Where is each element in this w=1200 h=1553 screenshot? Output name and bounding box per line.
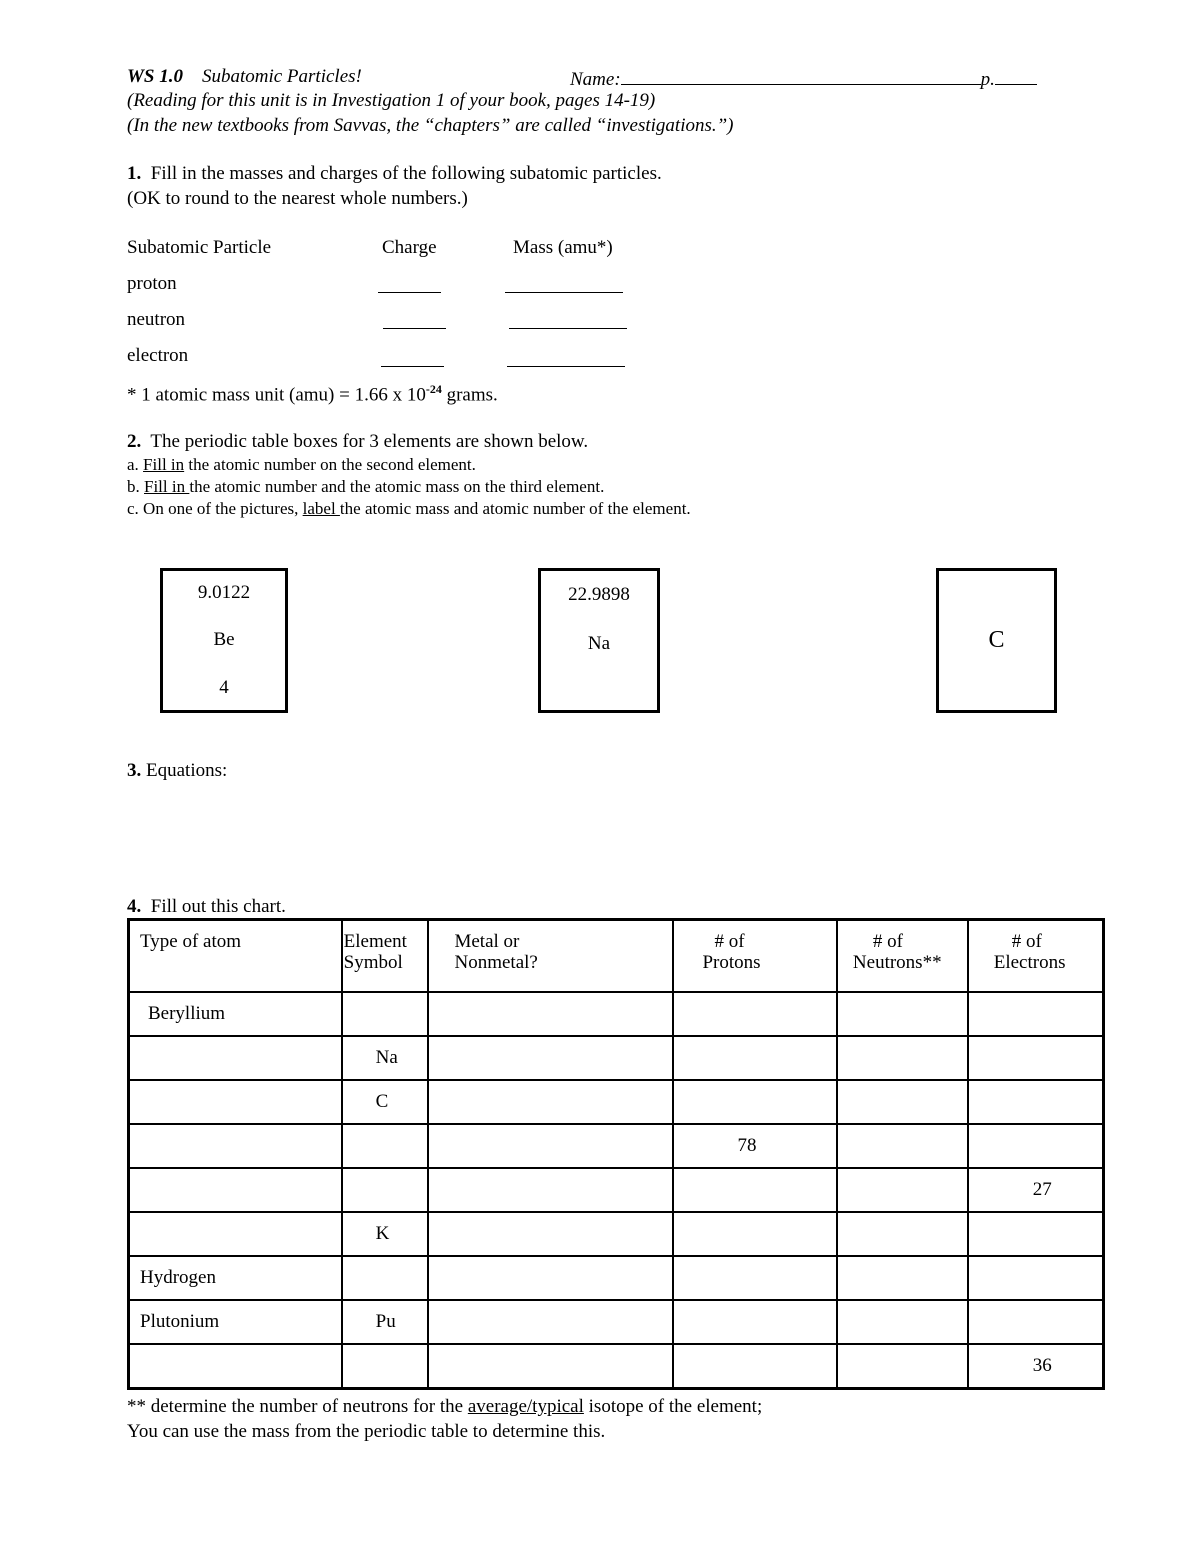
header-electrons [968,920,1104,993]
cell-neutrons[interactable] [837,1300,968,1344]
table-row [129,1256,1104,1300]
cell-electrons[interactable] [968,1124,1104,1168]
table-row [129,1036,1104,1080]
be-number: 4 [219,677,229,698]
cell-symbol [342,1212,429,1256]
q2-part-a [127,455,476,475]
period-label: p. [980,69,995,90]
cell-neutrons[interactable] [837,1168,968,1212]
cell-type[interactable] [129,1344,342,1389]
q4-number: 4. [127,896,142,917]
cell-neutrons[interactable] [837,1256,968,1300]
q2-a-underlined: Fill in [143,455,185,474]
amu-exponent: -24 [425,382,442,396]
cell-symbol[interactable] [342,1168,429,1212]
header-metal-line1: Metal or [454,931,520,952]
particle-proton: proton [127,273,177,294]
reading-note: (Reading for this unit is in Investigation 1 of your book, pages 14-19) [127,90,656,111]
cell-electrons-value: 27 [1032,1179,1052,1200]
cell-electrons[interactable] [968,1080,1104,1124]
cell-protons[interactable] [673,1256,836,1300]
cell-protons[interactable] [673,1300,836,1344]
cell-symbol-value: Na [375,1047,398,1068]
cell-type-value: Beryllium [148,1003,226,1024]
q2-number: 2. [127,431,142,452]
cell-type[interactable] [129,1080,342,1124]
name-field [570,66,1037,91]
textbook-note: (In the new textbooks from Savvas, the “chapters” are called “investigations.”) [127,115,734,136]
table-row [129,1300,1104,1344]
cell-symbol [342,1300,429,1344]
q2-a-prefix: a. [127,455,144,474]
table-row [129,1212,1104,1256]
period-blank[interactable] [995,66,1037,85]
neutron-footnote-2: You can use the mass from the periodic table to determine this. [127,1421,606,1442]
q2-text: The periodic table boxes for 3 elements are shown below. [150,431,589,452]
neutron-footnote-underlined: average/typical [467,1396,584,1417]
cell-electrons[interactable] [968,1036,1104,1080]
cell-electrons [968,1168,1104,1212]
col-header-mass: Mass (amu*) [513,237,613,258]
q4-prompt [127,896,286,918]
cell-neutrons[interactable] [837,1036,968,1080]
proton-mass-blank[interactable] [505,292,623,293]
cell-protons-value: 78 [737,1135,757,1156]
q2-prompt [127,431,588,453]
q4-text: Fill out this chart. [150,896,286,917]
cell-metal[interactable] [428,1168,673,1212]
cell-type[interactable] [129,1212,342,1256]
header-type [129,920,342,993]
cell-type-value: Plutonium [140,1311,220,1332]
cell-type[interactable] [129,1036,342,1080]
cell-neutrons[interactable] [837,1080,968,1124]
header-symbol-line2: Symbol [343,952,403,973]
cell-type[interactable] [129,1168,342,1212]
cell-metal[interactable] [428,1256,673,1300]
cell-electrons[interactable] [968,1256,1104,1300]
cell-protons[interactable] [673,1036,836,1080]
header-metal [428,920,673,993]
cell-symbol-value: C [375,1091,389,1112]
cell-metal[interactable] [428,1300,673,1344]
table-row [129,1080,1104,1124]
element-box-beryllium [160,568,288,713]
cell-metal[interactable] [428,1080,673,1124]
header-symbol [342,920,429,993]
cell-metal[interactable] [428,1344,673,1389]
q2-c-text: the atomic mass and atomic number of the element. [339,499,691,518]
cell-symbol[interactable] [342,1256,429,1300]
q2-c-underlined: label [302,499,340,518]
cell-type[interactable] [129,1124,342,1168]
be-symbol: Be [213,629,235,650]
q2-a-text: the atomic number on the second element. [184,455,476,474]
cell-type [129,1256,342,1300]
q1-number: 1. [127,163,142,184]
chart-header-row [129,920,1104,993]
cell-symbol-value: K [375,1223,390,1244]
na-mass: 22.9898 [568,584,630,605]
header-neutrons-line1: # of [872,931,903,952]
cell-electrons[interactable] [968,1300,1104,1344]
cell-symbol [342,1036,429,1080]
header-electrons-line1: # of [1011,931,1042,952]
neutron-footnote-text: ** determine the number of neutrons for the [127,1396,468,1417]
table-row [129,1344,1104,1389]
cell-type [129,1300,342,1344]
particle-electron: electron [127,345,189,366]
electron-mass-blank[interactable] [507,366,625,367]
q2-b-underlined: Fill in [144,477,190,496]
cell-electrons[interactable] [968,1212,1104,1256]
q3-text: Equations: [146,760,228,781]
cell-protons[interactable] [673,1212,836,1256]
cell-metal[interactable] [428,992,673,1036]
cell-symbol-value: Pu [375,1311,396,1332]
cell-symbol[interactable] [342,1124,429,1168]
particle-neutron: neutron [127,309,186,330]
name-blank[interactable] [621,66,981,85]
cell-protons[interactable] [673,992,836,1036]
q2-c-prefix: c. On one of the pictures, [127,499,303,518]
q1-text: Fill in the masses and charges of the following subatomic particles. [150,163,662,184]
cell-symbol [342,1080,429,1124]
q2-b-prefix: b. [127,477,144,496]
cell-neutrons[interactable] [837,1344,968,1389]
header-protons [673,920,836,993]
proton-charge-blank[interactable] [378,292,441,293]
cell-symbol[interactable] [342,992,429,1036]
cell-type [129,992,342,1036]
worksheet-title: Subatomic Particles! [201,66,362,87]
cell-neutrons[interactable] [837,1124,968,1168]
c-symbol: C [988,627,1005,653]
cell-protons[interactable] [673,1080,836,1124]
q3-prompt [127,760,227,782]
worksheet-header [127,66,362,88]
cell-metal[interactable] [428,1212,673,1256]
q3-number: 3. [127,760,142,781]
q2-b-text: the atomic number and the atomic mass on the third element. [189,477,605,496]
amu-footnote [127,382,498,406]
header-electrons-line2: Electrons [993,952,1066,973]
q1-prompt [127,163,662,185]
amu-footnote-unit: grams. [441,384,498,406]
neutron-mass-blank[interactable] [509,328,627,329]
element-box-carbon[interactable] [936,568,1057,713]
atom-chart [127,918,1105,1390]
header-symbol-line1: Element [343,931,407,952]
element-box-sodium[interactable] [538,568,660,713]
amu-footnote-text: * 1 atomic mass unit (amu) = 1.66 x 10 [127,384,426,406]
table-row [129,992,1104,1036]
header-metal-line2: Nonmetal? [454,952,538,973]
header-protons-line2: Protons [702,952,761,973]
neutron-charge-blank[interactable] [383,328,446,329]
cell-electrons[interactable] [968,992,1104,1036]
neutron-footnote [127,1396,762,1418]
header-neutrons [837,920,968,993]
q1-note: (OK to round to the nearest whole numbers.) [127,188,468,209]
neutron-footnote-end: isotope of the element; [583,1396,763,1417]
cell-protons[interactable] [673,1344,836,1389]
na-symbol: Na [587,633,611,654]
cell-type-value: Hydrogen [140,1267,216,1288]
cell-metal[interactable] [428,1124,673,1168]
q2-part-b [127,477,604,497]
cell-neutrons[interactable] [837,1212,968,1256]
col-header-particle: Subatomic Particle [127,237,272,258]
header-type-text: Type of atom [140,931,242,952]
cell-neutrons[interactable] [837,992,968,1036]
table-row [129,1124,1104,1168]
table-row [129,1168,1104,1212]
cell-symbol[interactable] [342,1344,429,1389]
q2-part-c [127,499,691,519]
col-header-charge: Charge [382,237,437,258]
cell-electrons-value: 36 [1032,1355,1052,1376]
header-protons-line1: # of [714,931,745,952]
cell-protons [673,1124,836,1168]
cell-protons[interactable] [673,1168,836,1212]
header-neutrons-line2: Neutrons** [852,952,942,973]
cell-metal[interactable] [428,1036,673,1080]
worksheet-label: WS 1.0 [127,66,183,87]
cell-electrons [968,1344,1104,1389]
be-mass: 9.0122 [197,582,251,603]
electron-charge-blank[interactable] [381,366,444,367]
name-label: Name: [570,69,621,90]
